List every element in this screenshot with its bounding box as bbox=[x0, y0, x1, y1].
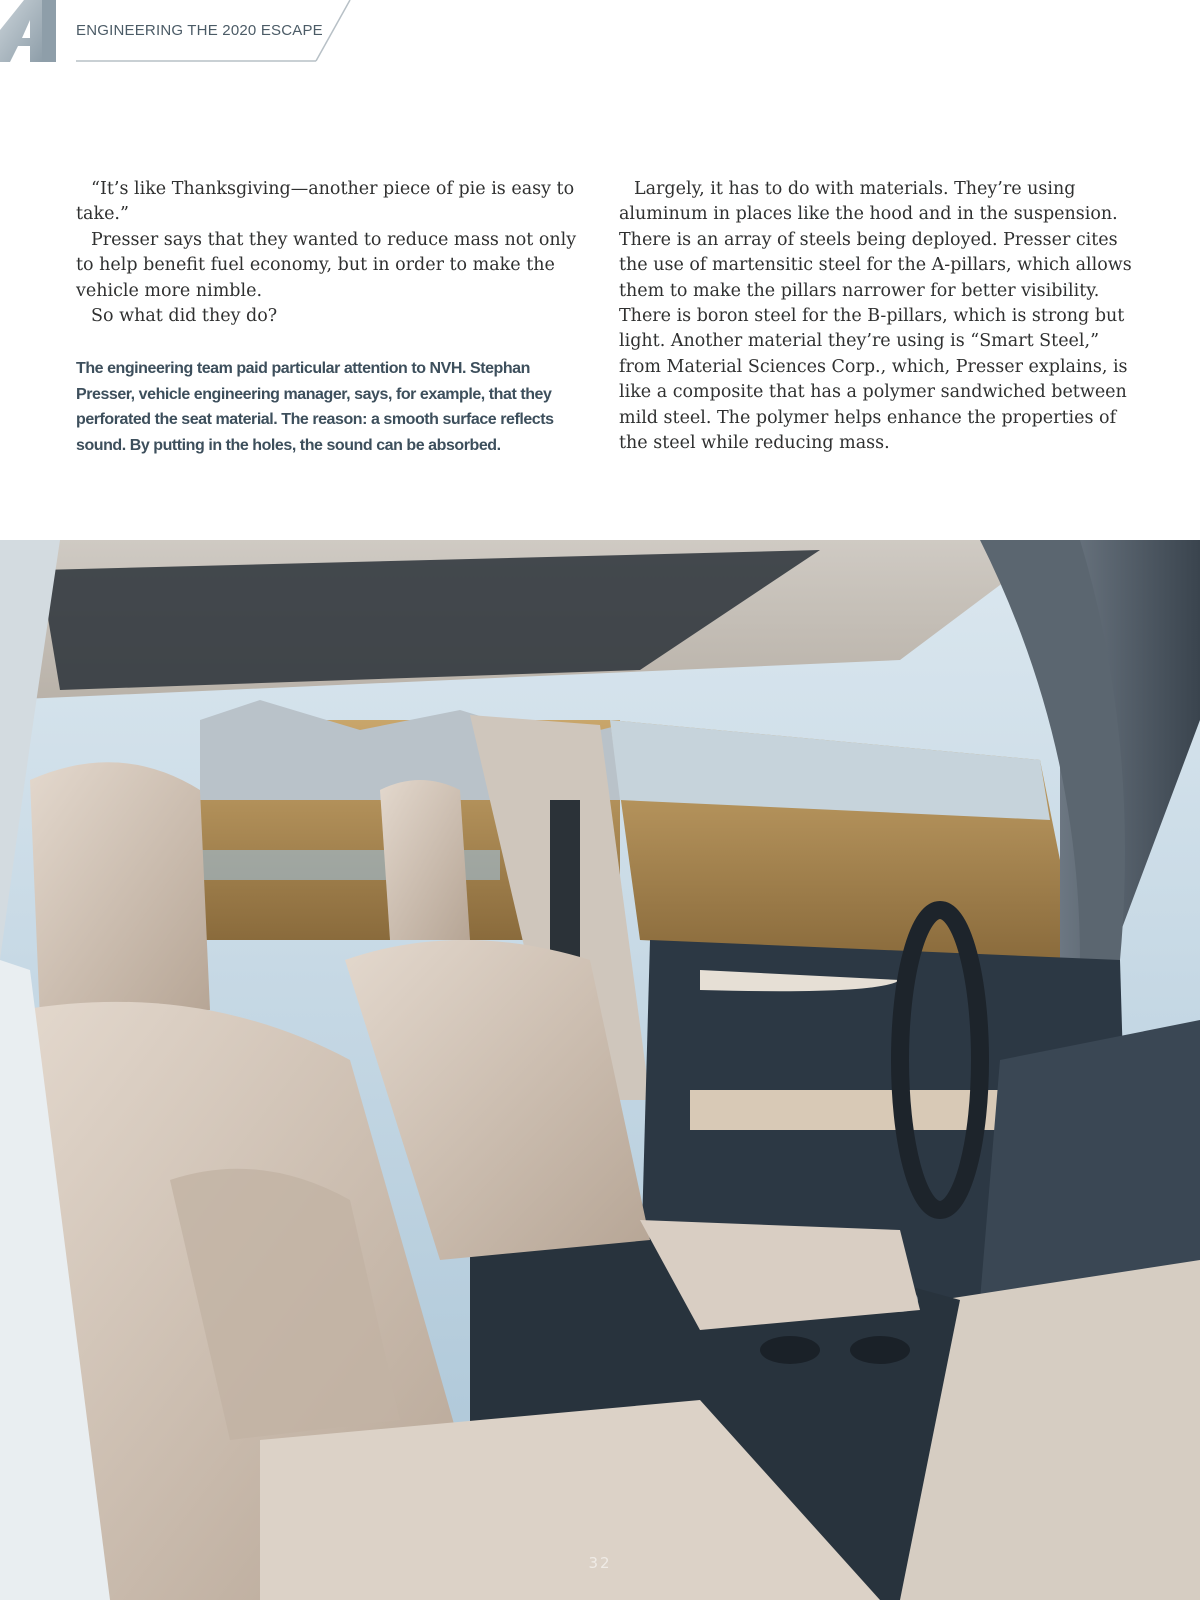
section-title: ENGINEERING THE 2020 ESCAPE bbox=[76, 22, 323, 39]
car-interior-photo bbox=[0, 540, 1200, 1600]
page-header bbox=[0, 0, 360, 64]
paragraph: “It’s like Thanksgiving—another piece of pie is easy to take.” bbox=[76, 179, 575, 225]
paragraph: So what did they do? bbox=[91, 306, 278, 327]
page-number: 32 bbox=[588, 1554, 612, 1572]
paragraph: Largely, it has to do with materials. They’re using aluminum in places like the hood and in the suspension. There is an array of steels being deployed. Presser cites the use of martensitic steel for the A-pillars, which allows them to make the pillars narrower for better visibility. There is boron steel for the B-pillars, which is strong but light. Another material they’re using is “Smart Steel,” from Material Sciences Corp., which, Presser explains, is like a composite that has a polymer sandwiched between mild steel. The polymer helps enhance the properties of the steel while reducing mass. bbox=[619, 179, 1132, 454]
article-column-left bbox=[76, 177, 596, 329]
paragraph: Presser says that they wanted to reduce mass not only to help benefit fuel economy, but in order to make the vehicle more nimble. bbox=[76, 229, 577, 301]
article-column-right bbox=[619, 177, 1139, 456]
pull-quote-callout: The engineering team paid particular attention to NVH. Stephan Presser, vehicle engineering manager, says, for example, that they perforated the seat material. The reason: a smooth surface reflects sound. By putting in the holes, the sound can be absorbed. bbox=[76, 360, 554, 454]
